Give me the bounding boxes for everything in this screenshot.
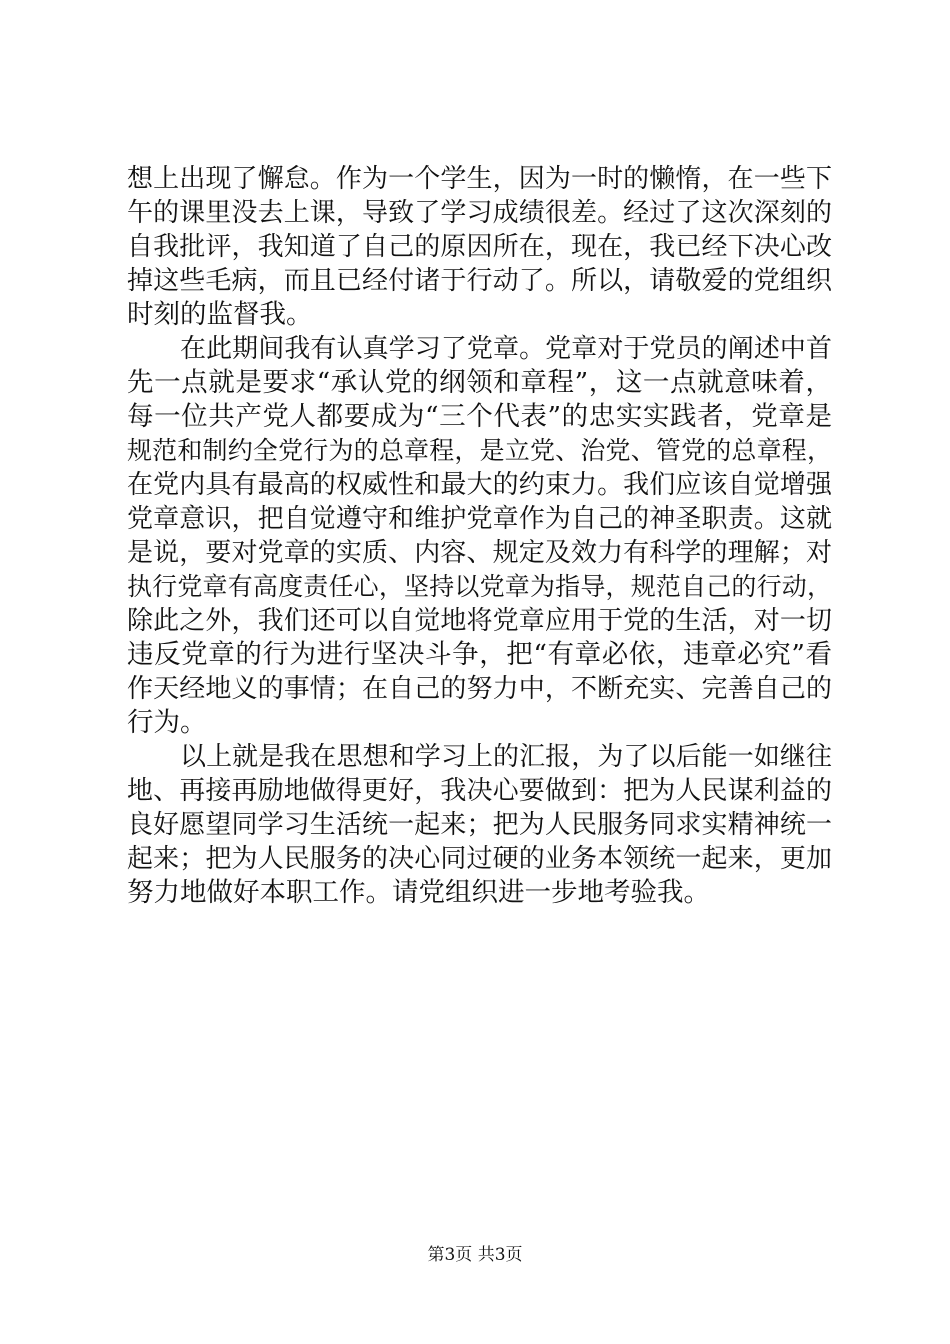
paragraph-3 bbox=[127, 740, 832, 910]
text-line: 掉这些毛病，而且已经付诸于行动了。所以，请敬爱的党组织 bbox=[127, 266, 832, 296]
text-line: 时刻的监督我。 bbox=[127, 299, 313, 330]
paragraph-2 bbox=[127, 332, 832, 740]
text-line: 党章意识，把自觉遵守和维护党章作为自己的神圣职责。这就 bbox=[127, 504, 832, 534]
text-line: 努力地做好本职工作。请党组织进一步地考验我。 bbox=[127, 877, 710, 908]
text-line: 执行党章有高度责任心，坚持以党章为指导，规范自己的行动， bbox=[127, 572, 832, 601]
text-line: 作天经地义的事情；在自己的努力中，不断充实、完善自己的 bbox=[127, 674, 832, 704]
document-body bbox=[127, 162, 832, 910]
text-line: 先一点就是要求“承认党的纲领和章程”，这一点就意味着， bbox=[127, 367, 832, 398]
page-number-footer: 第3页 共3页 bbox=[427, 1245, 523, 1265]
text-line: 每一位共产党人都要成为“三个代表”的忠实实践者，党章是 bbox=[127, 401, 832, 432]
text-line: 午的课里没去上课，导致了学习成绩很差。经过了这次深刻的 bbox=[127, 198, 832, 228]
text-line: 在此期间我有认真学习了党章。党章对于党员的阐述中首 bbox=[180, 334, 832, 364]
text-line: 以上就是我在思想和学习上的汇报，为了以后能一如继往 bbox=[180, 742, 832, 772]
text-line: 自我批评，我知道了自己的原因所在，现在，我已经下决心改 bbox=[127, 232, 832, 262]
text-line: 在党内具有最高的权威性和最大的约束力。我们应该自觉增强 bbox=[127, 470, 832, 500]
text-line: 良好愿望同学习生活统一起来；把为人民服务同求实精神统一 bbox=[127, 810, 832, 840]
paragraph-1 bbox=[127, 162, 832, 332]
text-line: 起来；把为人民服务的决心同过硬的业务本领统一起来，更加 bbox=[127, 844, 832, 874]
text-line: 行为。 bbox=[127, 707, 207, 738]
text-line: 规范和制约全党行为的总章程，是立党、治党、管党的总章程， bbox=[127, 436, 832, 465]
text-line: 是说，要对党章的实质、内容、规定及效力有科学的理解；对 bbox=[127, 538, 832, 568]
text-line: 地、再接再励地做得更好，我决心要做到：把为人民谋利益的 bbox=[127, 776, 832, 806]
text-line: 除此之外，我们还可以自觉地将党章应用于党的生活，对一切 bbox=[127, 606, 832, 636]
text-line: 想上出现了懈怠。作为一个学生，因为一时的懒惰，在一些下 bbox=[127, 164, 832, 194]
text-line: 违反党章的行为进行坚决斗争，把“有章必依，违章必究”看 bbox=[127, 639, 832, 670]
